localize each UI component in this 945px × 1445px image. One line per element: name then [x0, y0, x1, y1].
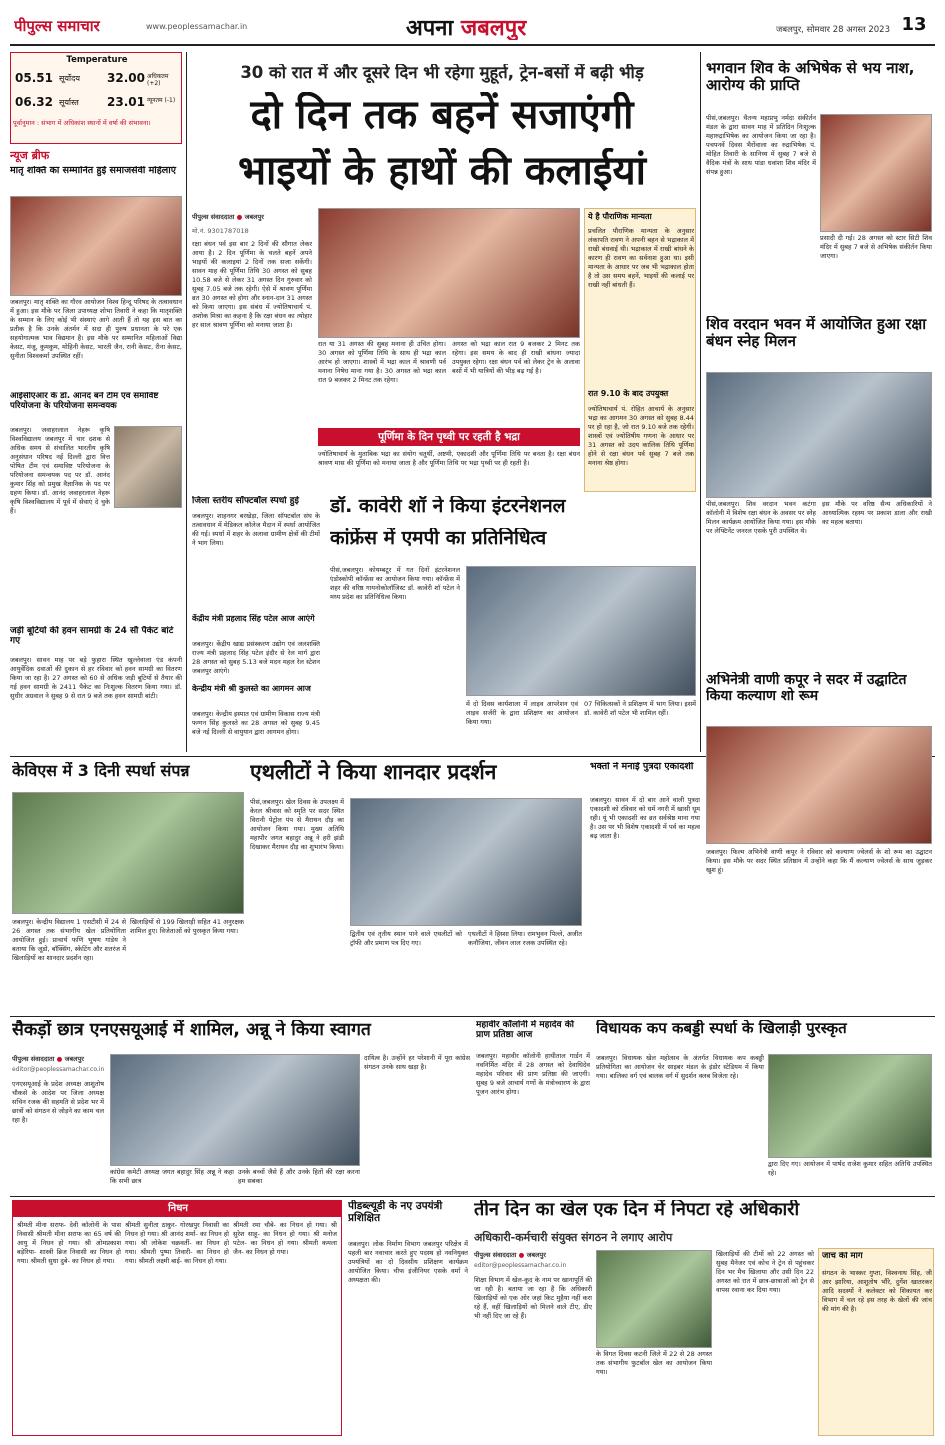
max-label: अधिकतम (+2) [147, 73, 169, 87]
kevies-headline: केविएस में 3 दिनी स्पर्धा संपन्न [12, 762, 190, 780]
mythology-text: प्रचलित पौराणिक मान्यता के अनुसार लंकापति रावण ने अपनी बहन से भद्राकाल में राखी बंधवाई थी। भद्राकाल में राखी बांधने के कारण ही रावण का सर्वनाश हुआ था। इसी मान्यता के आधार पर जब भी भद्राकाल होता है तो उस समय बहनें, भाइयों की कलाई पर राखी नहीं बांधती हैं। [588, 227, 694, 289]
mythology-headline: ये है पौराणिक मान्यता [588, 212, 652, 221]
games-caption: के विगत दिवस कटनी जिले में 22 से 28 अगस्त तक संभागीय फुटबॉल खेल का आयोजन किया गया। [596, 1350, 712, 1376]
nidhan-col-3: श्रीमती रमा चौबे- का निधन हो गया। श्री सुरेश साहू- का निधन हो गया। श्री मनोज पटेल- का निधन हो गया। श्रीमती कमला जैन- का निधन हो गया। [233, 1221, 337, 1256]
games-text-2: खिलाड़ियों की टीमों को 22 अगस्त को सुबह मैनेजर एवं कोच ने ट्रेन से पहुंचकर दिन भर मैच खिलाया और उसी दिन 22 अगस्त को रात में छात्र-छात्राओं को ट्रेन से वापस रवाना कर दिया गया। [716, 1250, 814, 1294]
softball-text: जबलपुर। शाहनगर बरखेड़ा, जिला सॉफ्टबॉल संघ के तत्वावधान में मेडिकल कॉलेज मैदान में स्पर्धा आयोजित की गई। स्पर्धा में शहर के अलावा ग्रामीण क्षेत्रों की टीमों ने भाग लिया। [192, 512, 320, 547]
brief-2-headline: आईसीएआर के डॉ. आनंद बने टीम एवं समाविष्ट परियोजना के परियोजना समन्वयक [10, 392, 159, 411]
masthead-rule [10, 44, 935, 46]
students-email[interactable]: editor@peoplessamachar.co.in [12, 1066, 105, 1073]
mahadev-headline: महावीर कॉलोनी में महादेव की प्राण प्रतिष्ठा आज [476, 1020, 574, 1041]
putrada-headline: भक्तों ने मनाई पुत्रदा एकादशी [590, 762, 694, 772]
kaveri-headline-1: डॉ. कावेरी शॉ ने किया इंटरनेशनल [330, 496, 566, 517]
students-caption-2: उनके बच्चों जैसे हैं और उनके हितों की रक्षा करना हम सबका [238, 1168, 360, 1185]
shiva-caption: प्रसादी दी गई। 28 अगस्त को स्टार सिटी शिव मंदिर में सुबह 7 बजे से अभिषेक संकीर्तन किया जाएगा। [820, 234, 932, 260]
section-title [406, 12, 606, 40]
lead-kicker: 30 को रात में और दूसरे दिन भी रहेगा मुहूर्त, ट्रेन-बसों में बढ़ी भीड़ [240, 64, 644, 82]
demands-box [818, 1248, 934, 1436]
kulaste-headline: केन्द्रीय मंत्री श्री कुलस्ते का आगमन आज [192, 684, 311, 693]
brief-3-headline: जड़ी बूटियों की हवन सामग्री के 24 सौ पैकेट बांटे गए [10, 626, 174, 647]
kulaste-text: जबलपुर। केन्द्रीय इस्पात एवं ग्रामीण विकास राज्य मंत्री फग्गन सिंह कुलस्ते का 28 अगस्त को सुबह 9.45 बजे नई दिल्ली से वायुयान द्वारा आगमन होगा। [192, 710, 320, 736]
athletes-text-3: एथलीटों ने हिस्सा लिया। रामभुवन पिल्ले, अजीत कनौजिया, जीवन लाल रजक उपस्थित रहे। [468, 930, 582, 947]
athletes-headline: एथलीटों ने किया शानदार प्रदर्शन [250, 760, 497, 784]
max-temp: 32.00 [107, 71, 145, 85]
games-email[interactable]: editor@peoplessamachar.co.in [474, 1262, 567, 1269]
col-divider-2 [700, 52, 701, 752]
vani-photo [706, 726, 932, 844]
nidhan-box [12, 1200, 342, 1436]
athletes-photo [350, 798, 582, 926]
students-caption: कांग्रेस कमेटी अध्यक्ष जगत बहादुर सिंह अन्नू ने कहा कि सभी छात्र [110, 1168, 234, 1185]
news-brief-label: न्यूज ब्रीफ [10, 149, 50, 162]
students-text-2: दायित्व है। उन्होंने हर परेशानी में पूरा कांग्रेस संगठन उनके साथ खड़ा है। [364, 1054, 470, 1071]
brief-1-photo [10, 196, 182, 296]
shivbhawan-text: पीसं,जबलपुर। शिव वरदान भवन कटंगा कॉलोनी में विशेष रक्षा बंधन के अवसर पर स्नेह मिलन कार्यक्रम आयोजित किया गया। इस मौके पर लेफ्टिनेंट जनरल एसके पुरी उपस्थित थे। [706, 500, 816, 535]
students-byline-city: जबलपुर [64, 1055, 84, 1063]
lead-col-2: रात या 31 अगस्त की सुबह मनाना ही उचित होगा। 30 अगस्त को पूर्णिमा तिथि के साथ ही भद्रा काल आरंभ हो जाएगा। शास्त्रों में भद्रा काल में श्रावणी पर्व मनाना निषेध माना गया है। 30 अगस्त को भद्रा काल रात 9 बजकर 2 मिनट तक रहेगा। [318, 340, 446, 384]
lead-photo-rakhi [318, 208, 580, 338]
kevies-text-2: खिलाड़ियों से 199 खिलाड़ी सहित 41 अनुरक्षक शामिल हुए। विजेताओं को पुरस्कृत किया गया। [130, 918, 244, 935]
temperature-title: Temperature [66, 55, 128, 65]
section-title-red: जबलपुर [460, 16, 527, 40]
softball-headline: जिला स्तरीय सॉफ्टबॉल स्पर्धा हुई [192, 496, 299, 506]
brief-2-text: जबलपुर। जवाहरलाल नेहरू कृषि विश्वविद्यालय जबलपुर में चार दशक से अधिक समय से संचालित भारतीय कृषि अनुसंधान परिषद नई दिल्ली द्वारा वित्त पोषित टीम एवं समाविष्ट परियोजना के परियोजना समन्वयक पद पर डॉ. आनंद कुमार सिंह को प्रमुख वैज्ञानिक के पद पर ग्रहण किया। डॉ. आनंद जवाहरलाल नेहरू कृषि विश्वविद्यालय में पूर्व में सेवाएं दे चुके हैं। [10, 426, 110, 515]
kaveri-text-3: 07 चिकित्सकों ने प्रशिक्षण में भाग लिया। इसमें डॉ. कावेरी शॉ पटेल भी शामिल रहीं। [584, 700, 696, 717]
shiva-photo [820, 114, 932, 232]
mythology-box [584, 208, 696, 492]
students-headline: सैकड़ों छात्र एनएसयूआई में शामिल, अन्नू ने किया स्वागत [12, 1020, 371, 1040]
min-temp: 23.01 [107, 95, 145, 109]
games-byline-name: पीपुल्स संवाददाता [474, 1251, 517, 1259]
temp-row-2 [15, 95, 179, 113]
lead-headline-2: भाइयों के हाथों की कलाईयां [237, 148, 647, 194]
shivbhawan-headline: शिव वरदान भवन में आयोजित हुआ रक्षा बंधन स्नेह मिलन [706, 316, 927, 351]
sunrise-time: 05.51 [15, 71, 53, 85]
lead-subhead: पूर्णिमा के दिन पृथ्वी पर रहती है भद्रा [318, 428, 580, 446]
sunset-label: सूर्यास्त [59, 98, 79, 107]
nidhan-col-2: श्रीमती सुनीता ठाकुर- गोरखपुर निवासी का निधन हो गया। श्री आनंद शर्मा- का निधन हो गया। श्री लोकेश चक्रवर्ती- का निधन हो गया। श्रीमती पुष्पा तिवारी- का निधन हो गया। श्रीमती लक्ष्मी बाई- का निधन हो गया। [125, 1221, 229, 1265]
shiva-headline: भगवान शिव के अभिषेक से भय नाश, आरोग्य की प्राप्ति [706, 60, 915, 95]
games-headline: तीन दिन का खेल एक दिन में निपटा रहे अधिकारी [474, 1200, 800, 1220]
mahadev-text: जबलपुर। महावीर कॉलोनी हाथीताल गार्डन में नवनिर्मित मंदिर में 28 अगस्त को देवाधिदेव महादेव परिवार की प्राण प्रतिष्ठा की जाएगी। सुबह 9 बजे आचार्य गणों के मंत्रोच्चारण के द्वारा पूजन आरंभ होगा। [476, 1052, 590, 1096]
athletes-text: पीसं,जबलपुर। खेल दिवस के उपलक्ष्य में केरल श्रीवास को स्मृति पर सदर स्थित विरानी पेट्रोल पंप से मैराथन दौड़ का आयोजन किया गया। मुख्य अतिथि महापौर जगत बहादुर अन्नू ने हरी झंडी दिखाकर मैराथन दौड़ का शुभारंभ किया। [250, 798, 344, 851]
lead-byline-name: पीपुल्स संवाददाता [192, 213, 235, 221]
pahlad-headline: केंद्रीय मंत्री प्रहलाद सिंह पटेल आज आएंगे [192, 614, 315, 623]
nidhan-title: निधन [13, 1201, 342, 1217]
min-label: न्यूनतम (-1) [147, 97, 176, 104]
lead-byline: पीपुल्स संवाददाता ● जबलपुर [192, 213, 264, 221]
lead-headline-1: दो दिन तक बहनें सजाएंगी [250, 92, 634, 138]
kevies-text: जबलपुर। केन्द्रीय विद्यालय 1 एसटीसी में 24 से 26 अगस्त तक संभागीय खेल प्रतियोगिता आयोजित हुई। प्राचार्य फणि भूषण गांडेय ने बताया कि जूडो, बॉक्सिंग, स्केटिंग और शतरंज में खिलाड़ियों का शानदार प्रदर्शन रहा। [12, 918, 126, 962]
demands-text: संगठन के भास्कर गुप्ता, विश्वनाथ सिंह, जी आर झारिया, आशुतोष भौंरे, दुर्गेश खातरकर आदि सदस्यों ने कलेक्टर को शिकायत कर विभाग में चल रहे इस तरह के खेलों की जांच की मांग की है। [822, 1269, 932, 1313]
sunset-time: 06.32 [15, 95, 53, 109]
sunrise-label: सूर्योदय [59, 74, 81, 83]
brief-3-text: जबलपुर। सावन माह पर बड़े फुहारा स्थित खुल्लेवाला एंड कंपनी आयुर्वेदिक दवाओं की दुकान से हर रविवार को हवन सामग्री का वितरण किया जा रहा है। 27 अगस्त को 60 से अधिक जड़ी बूटियों से तैयार की गई हवन सामग्री के 2411 पैकेट का निःशुल्क वितरण किया गया। डॉ. सुधीर अग्रवाल ने सुबह 9 से रात 9 बजे तक हवन सामग्री बांटी। [10, 656, 182, 700]
brand-logo[interactable]: पीपुल्स समाचार [14, 17, 100, 35]
shivbhawan-photo [706, 372, 932, 498]
brief-2-portrait [114, 426, 182, 508]
kevies-photo [12, 792, 244, 914]
pwd-headline: पीडब्ल्यूडी के नए उपयंत्री प्रशिक्षित [348, 1200, 443, 1225]
kaveri-photo [466, 566, 696, 696]
games-kicker: अधिकारी-कर्मचारी संयुक्त संगठन ने लगाए आरोप [474, 1231, 673, 1244]
brief-1-headline: मातृ शक्ति का सम्मानित हुईं समाजसेवी महिलाएं [10, 166, 176, 176]
games-photo-football [596, 1250, 712, 1348]
pahlad-text: जबलपुर। केंद्रीय खाद्य प्रसंस्करण उद्योग एवं जलशक्ति राज्य मंत्री प्रहलाद सिंह पटेल इंदौर से रेल मार्ग द्वारा 28 अगस्त को सुबह 5.13 बजे मदन महल रेल स्टेशन जबलपुर आएंगे। [192, 640, 320, 675]
lead-col-3: अगस्त को भद्रा काल रात 9 बजकर 2 मिनट तक रहेगा। इस समय के बाद ही राखी बांधना ज्यादा उपयुक्त रहेगा। रक्षा बंधन पर्व को लेकर ट्रेन के अलावा बसों में भी यात्रियों की भीड़ बढ़ गई है। [452, 340, 580, 375]
temperature-box [10, 52, 182, 144]
students-byline-name: पीपुल्स संवाददाता [12, 1055, 55, 1063]
pwd-text: जबलपुर। लोक निर्माण विभाग जबलपुर परिक्षेत्र में पहली बार नवाचार करते हुए पदस्थ हो नवनियुक्त उपयंत्रियों का दो दिवसीय प्रशिक्षण कार्यक्रम आयोजित किया। चीफ इंजीनियर एसके वर्मा ने अध्यक्षता की। [348, 1240, 468, 1284]
games-byline: पीपुल्स संवाददाता ● जबलपुर [474, 1251, 546, 1259]
row-rule-4 [10, 1196, 935, 1197]
demands-title: जांच की मांग [822, 1252, 863, 1261]
mythology-subtext: ज्योतिषाचार्य पं. रोहित आचार्य के अनुसार भद्रा का आगमन 30 अगस्त को सुबह 8.44 पर हो रहा है, जो रात 9.10 बजे तक रहेगी। शास्त्रों एवं ज्योतिषीय गणना के आधार पर 31 अगस्त को उदय कालिक तिथि पूर्णिमा होने से रक्षा बंधन पर्व सुबह 7 बजे तक मनाना श्रेष्ठ होगा। [588, 405, 694, 467]
kaveri-text-2: में दो दिवस कार्यशाला में लाइव आपरेशन एवं लाइव सर्जरी के द्वारा प्रशिक्षण का आयोजन किया गया। [466, 700, 578, 726]
section-title-plain: अपना [406, 16, 454, 40]
nidhan-col-1: श्रीमती मीना सराफ- देवी कॉलोनी के पास निवासी श्रीमती मीना सराफ का 65 वर्ष की आयु में निधन हो गया। श्री ओमप्रकाश बड़ेरिया- शास्त्री ब्रिज निवासी का निधन हो गया। श्रीमती सुधा दुबे- का निधन हो गया। [17, 1221, 121, 1265]
page-number: 13 [901, 14, 927, 35]
col-divider-1 [186, 52, 187, 752]
shivbhawan-text-2: इस मौके पर वरिष्ठ सैन्य अधिकारियों ने आध्यात्मिक रहस्य पर प्रकाश डाला और राखी का महत्व बताया। [822, 500, 932, 526]
website-link[interactable]: www.peoplessamachar.in [146, 22, 248, 31]
students-photo [110, 1054, 360, 1166]
putrada-text: जबलपुर। सावन में दो बार आने वाली पुत्रदा एकादशी को रविवार को धर्म नगरी में खासी धूम रही। यूं भी एकादशी का व्रत सर्वश्रेष्ठ माना गया है। उस पर भी विशेष एकादशी में पर्व का महत्व बढ़ जाता है। [590, 796, 700, 840]
brief-1-text: जबलपुर। मातृ शक्ति का गौरव आयोजन विश्व हिन्दू परिषद के तत्वावधान में हुआ। इस मौके पर जिला उपाध्यक्ष शोभा तिवारी ने कहा कि मातृशक्ति के सम्मान के लिए कोई भी संस्थाएं आगे आती हैं तो यह इस बात का प्रतीक है कि उनके अंतर्मन में सदा ही पुरुष प्रधानता के परे एक सहयोगात्मक भाव विद्यमान है। इस मौके पर सम्मानित महिलाओं विद्या केसट, मंजू, कुमकुम, मोहिनी केसट, भारती जैन, रानी केसट, रीना केसट, सुनीता विश्वकर्मा उपस्थित रहीं। [10, 298, 182, 360]
temp-row-1 [15, 71, 179, 89]
masthead [0, 0, 945, 44]
kaveri-headline-2: कांफ्रेंस में एमपी का प्रतिनिधित्व [330, 528, 547, 549]
row-rule-3 [10, 1016, 935, 1017]
kaveri-text: पीसं,जबलपुर। कोयम्बटूर में गत दिनों इंटरनेशनल एंडोस्कोपी कॉन्फ्रेंस का आयोजन किया गया। कॉन्फ्रेंस में शहर की वरिष्ठ गायनोकोलॉजिस्ट डॉ. कावेरी शॉ पटेल ने मध्य प्रदेश का प्रतिनिधित्व किया। [330, 566, 460, 601]
shiva-text: पीसं,जबलपुर। चैतन्य महाप्रभु नर्मदा संकीर्तन मंडल के द्वारा सावन माह में प्रतिदिन निःशुल्क महारुद्राभिषेक का आयोजन किया जा रहा है। पचपनवें दिवस भैरोंवाला का रुद्राभिषेक पं. मोहित तिवारी के सानिध्य में सुबह 7 बजे से वैदिक मंत्रों के साथ पांडा धवांशा शिव मंदिर में संपन्न हुआ। [706, 114, 816, 176]
kabaddi-headline: विधायक कप कबड्डी स्पर्धा के खिलाड़ी पुरस्कृत [596, 1020, 847, 1037]
athletes-text-2: द्वितीय एवं तृतीय स्थान पाने वाले एथलीटों को ट्रॉफी और प्रमाण पत्र दिए गए। [350, 930, 462, 947]
issue-date: जबलपुर, सोमवार 28 अगस्त 2023 [775, 25, 890, 35]
kabaddi-caption: द्वारा दिए गए। आयोजन में पार्षद राजेश कुमार सहित अतिथि उपस्थित रहे। [768, 1160, 932, 1177]
lead-subtext: ज्योतिषाचार्य के मुताबिक भद्रा का संयोग चतुर्थी, अष्टमी, एकादशी और पूर्णिमा तिथि पर बनता है। रक्षा बंधन श्रावण मास की पूर्णिमा को मनाया जाता है और पूर्णिमा तिथि पर भद्रा पृथ्वी पर ही रहती है। [318, 450, 580, 467]
mythology-subhead: रात 9.10 के बाद उपयुक्त [588, 389, 669, 398]
lead-mobile: मो.नं. 9301787018 [192, 227, 249, 235]
lead-col-1: रक्षा बंधन पर्व इस बार 2 दिनों की सौगात लेकर आया है। 2 दिन पूर्णिमा के चलते बहनें अपने भाइयों की कलाइयां 2 दिनों तक सजा सकेंगी। सावन माह की पूर्णिमा तिथि 30 अगस्त को सुबह 10.58 बजे से लेकर 31 अगस्त दिन गुरुवार को सुबह 7.05 बजे तक रहेगी। ऐसे में श्रावण पूर्णिमा व्रत 30 अगस्त को होगा और स्नान-दान 31 अगस्त को किया जाएगा। इस संबंध में ज्योतिषाचार्य पं. अशोक मिश्रा का कहना है कि रक्षा बंधन का त्योहार हर साल श्रावण पूर्णिमा को मनाया जाता है। [192, 240, 312, 329]
forecast: पूर्वानुमान : संभाग में अधिकांश स्थानों में वर्षा की संभावना। [13, 119, 151, 127]
students-text: एनएसयूआई के प्रदेश अध्यक्ष आशुतोष चौकसे के आदेश पर जिला अध्यक्ष सचिन रजक की सहमति से प्रदेश भर में छात्रों को संगठन से जोड़ने का काम चल रहा है। [12, 1080, 104, 1124]
lead-byline-city: जबलपुर [244, 213, 264, 221]
vani-text: जबलपुर। फिल्म अभिनेत्री वाणी कपूर ने रविवार को कल्याण ज्वेलर्स के शो रूम का उद्घाटन किया। इस मौके पर सदर स्थित प्रतिष्ठान में उन्होंने कहा कि मैं कल्याण ज्वेलर्स के साथ जुड़कर खुश हूं। [706, 848, 932, 874]
kabaddi-photo [768, 1054, 932, 1158]
games-text: शिक्षा विभाग में खेल-कूद के नाम पर खानापूर्ति की जा रही है। बताया जा रहा है कि अधिकारी खिलाड़ियों को एक ओर जहां किट मुहैया नहीं करा रहे हैं, वहीं खिलाड़ियों को मिलने वाले टीए, डीए भी नहीं दिए जा रहे हैं। [474, 1276, 592, 1320]
vani-headline: अभिनेत्री वाणी कपूर ने सदर में उद्घाटित किया कल्याण शो रूम [706, 672, 907, 705]
games-byline-city: जबलपुर [526, 1251, 546, 1259]
kabaddi-text: जबलपुर। विधायक खेल महोत्सव के अंतर्गत विधायक कप कबड्डी प्रतियोगिता का आयोजन चेर साइबर मंडल के इंडोर स्टेडियम में किया गया। बालिका वर्ग एवं बालक वर्ग में सुदर्शन क्लब विजेता रहे। [596, 1054, 764, 1080]
students-byline: पीपुल्स संवाददाता ● जबलपुर [12, 1055, 84, 1063]
